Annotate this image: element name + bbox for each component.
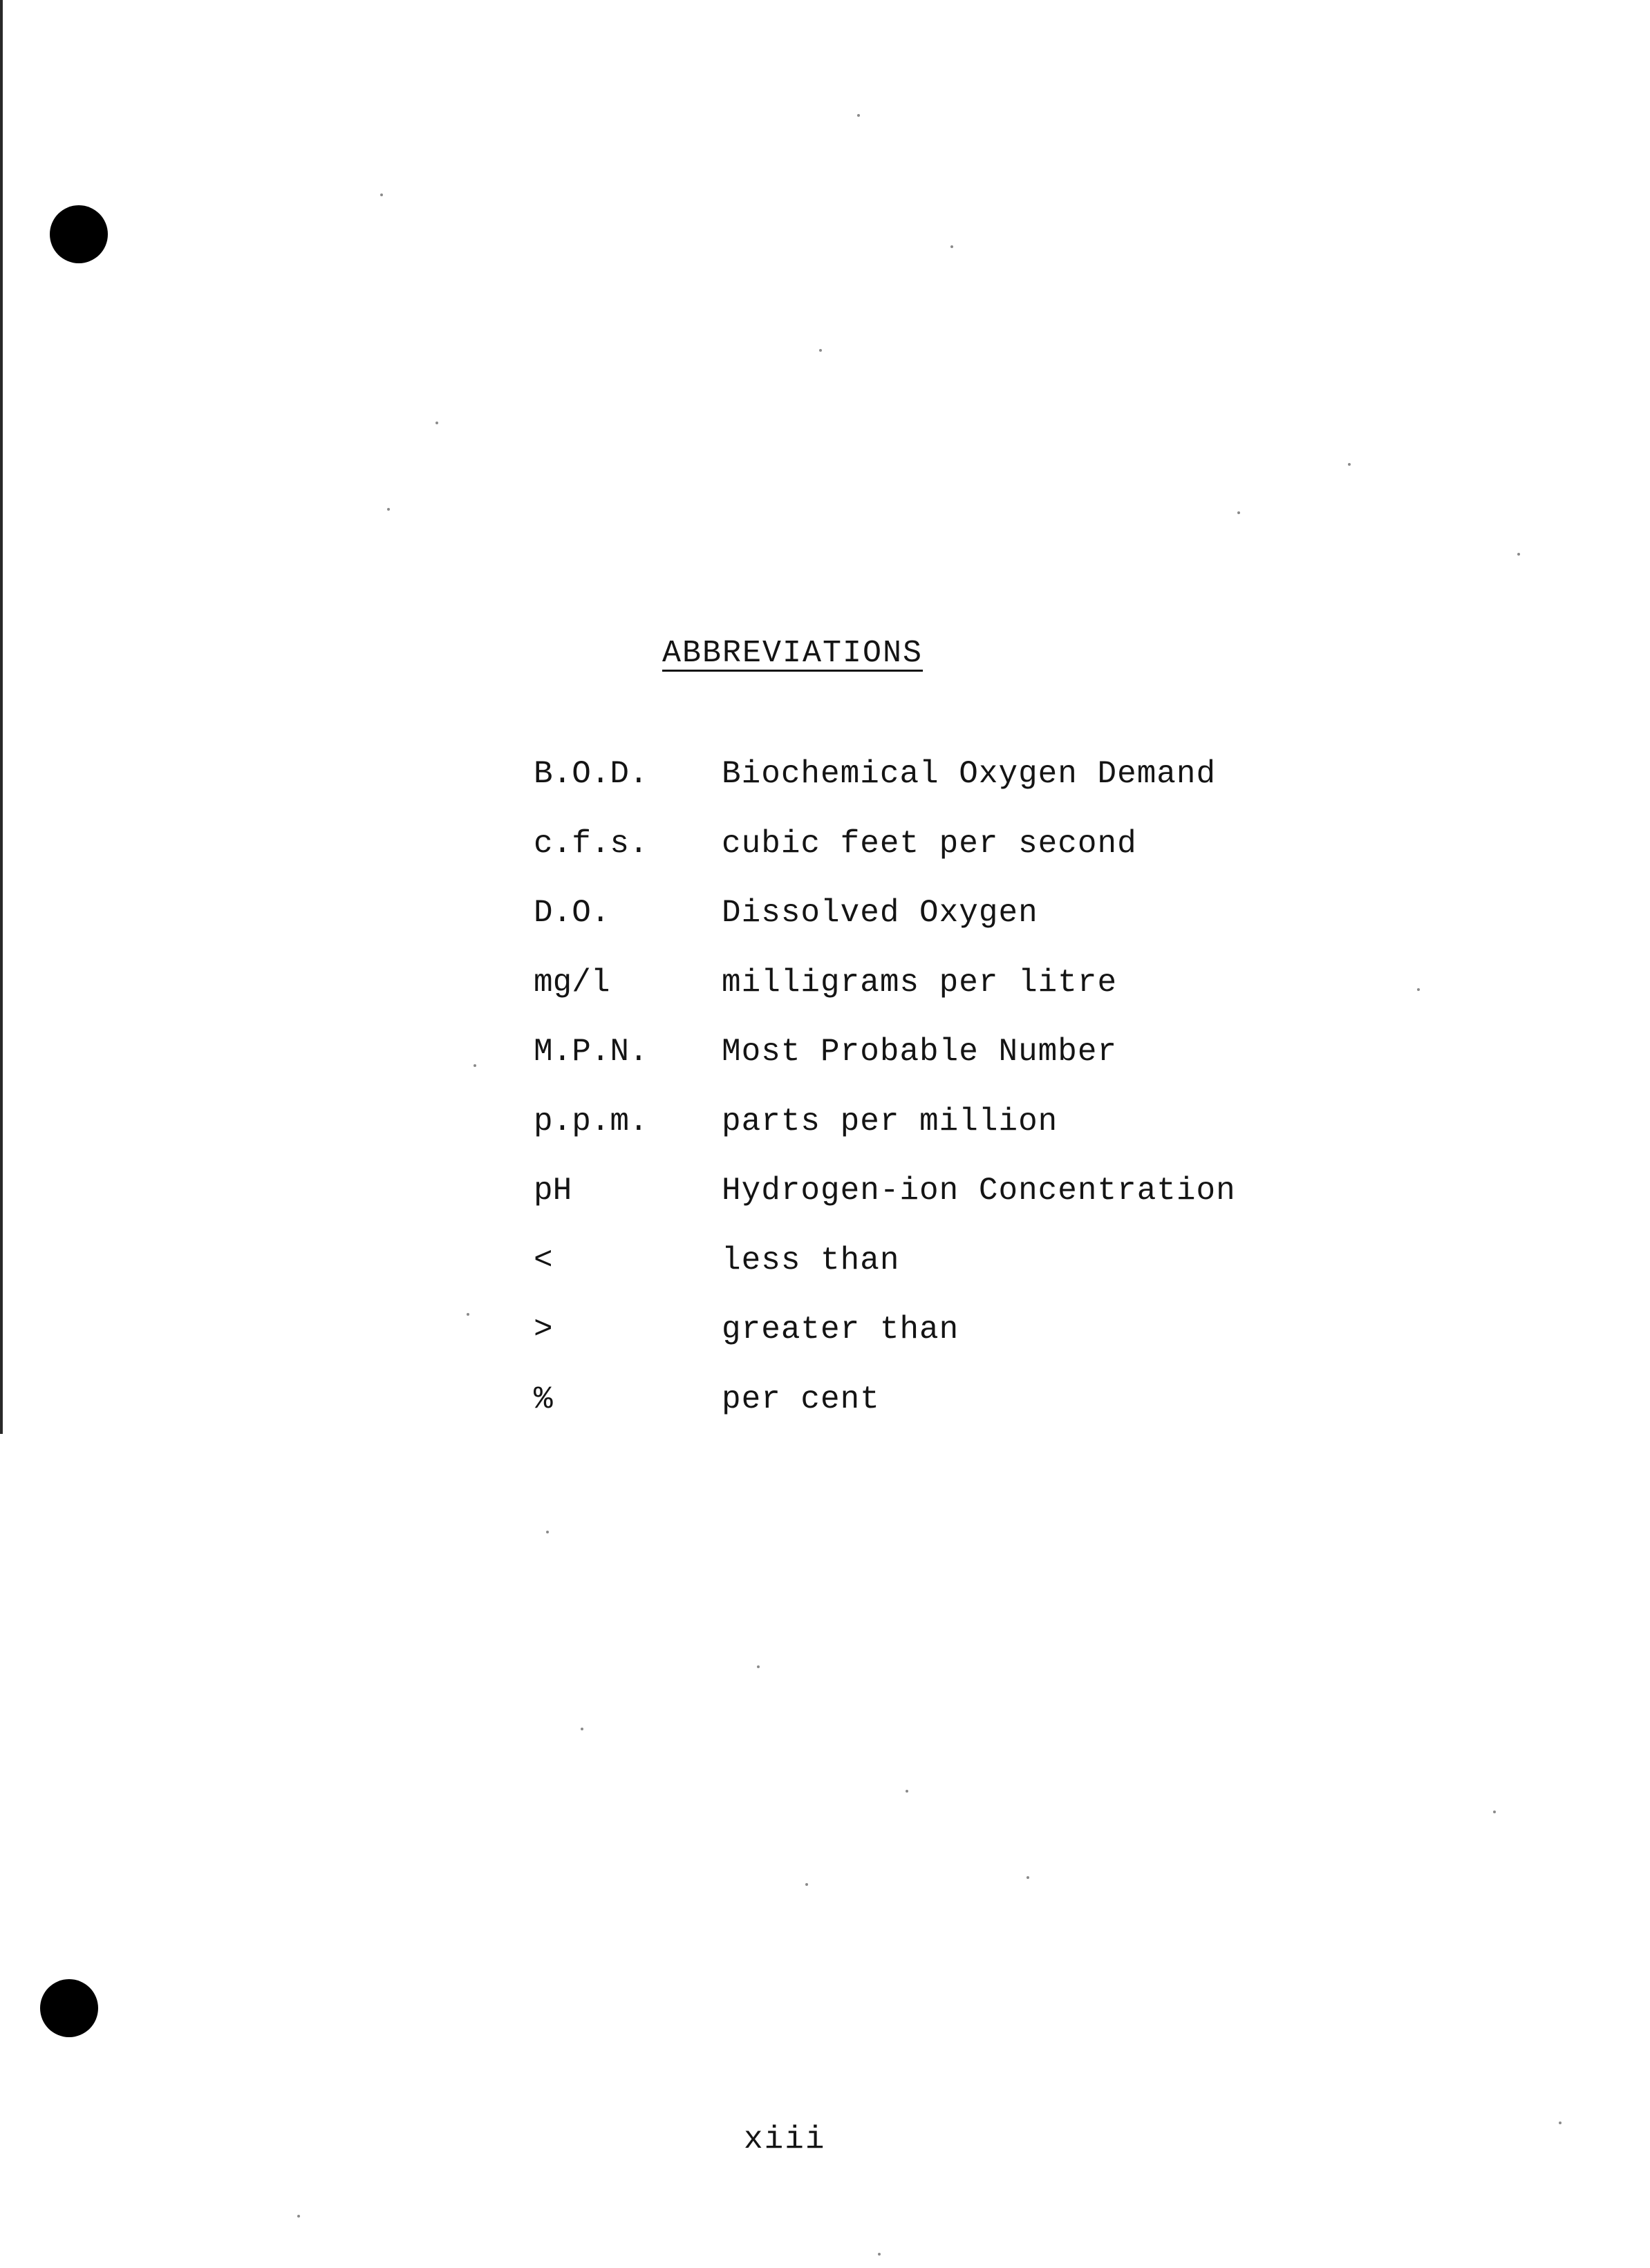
punch-hole-bottom bbox=[40, 1979, 98, 2037]
scan-speck bbox=[819, 349, 822, 352]
punch-hole-top bbox=[50, 205, 108, 263]
scan-speck bbox=[805, 1883, 808, 1886]
list-item bbox=[534, 948, 1501, 1018]
abbreviation-meaning: Most Probable Number bbox=[722, 1034, 1118, 1070]
scan-speck bbox=[387, 508, 390, 511]
scan-speck bbox=[857, 114, 860, 117]
abbreviation-term: B.O.D. bbox=[534, 756, 648, 793]
abbreviation-meaning: Hydrogen-ion Concentration bbox=[722, 1173, 1236, 1209]
abbreviation-term: mg/l bbox=[534, 964, 610, 1001]
list-item bbox=[534, 1365, 1501, 1435]
scan-speck bbox=[474, 1064, 476, 1067]
scan-speck bbox=[1559, 2121, 1562, 2124]
page-edge-shadow bbox=[0, 0, 3, 1434]
abbreviation-term: < bbox=[534, 1242, 553, 1278]
scan-speck bbox=[757, 1665, 760, 1668]
abbreviation-meaning: greater than bbox=[722, 1312, 959, 1348]
scan-speck bbox=[435, 422, 438, 424]
abbreviation-list bbox=[534, 739, 1501, 1434]
abbreviation-term: D.O. bbox=[534, 895, 610, 932]
abbreviation-meaning: Dissolved Oxygen bbox=[722, 895, 1038, 932]
scan-speck bbox=[297, 2215, 300, 2218]
scan-speck bbox=[467, 1313, 469, 1316]
list-item bbox=[534, 1017, 1501, 1087]
abbreviation-meaning: cubic feet per second bbox=[722, 825, 1137, 862]
scan-speck bbox=[1026, 1876, 1029, 1879]
list-item bbox=[534, 1087, 1501, 1157]
list-item bbox=[534, 1156, 1501, 1226]
list-item bbox=[534, 1226, 1501, 1296]
abbreviation-term: > bbox=[534, 1312, 553, 1348]
abbreviation-meaning: less than bbox=[722, 1242, 900, 1278]
scan-speck bbox=[1348, 463, 1351, 466]
abbreviation-meaning: parts per million bbox=[722, 1103, 1058, 1140]
scan-speck bbox=[1237, 511, 1240, 514]
abbreviation-term: c.f.s. bbox=[534, 825, 648, 862]
scan-speck bbox=[1517, 553, 1520, 556]
list-item bbox=[534, 1295, 1501, 1365]
scan-speck bbox=[581, 1728, 583, 1730]
scan-speck bbox=[906, 1790, 908, 1793]
page-title: ABBREVIATIONS bbox=[662, 636, 924, 671]
list-item bbox=[534, 878, 1501, 948]
scan-speck bbox=[1493, 1811, 1496, 1813]
scan-speck bbox=[950, 245, 953, 248]
page-number: xiii bbox=[744, 2121, 826, 2157]
abbreviation-meaning: milligrams per litre bbox=[722, 964, 1118, 1001]
scan-speck bbox=[878, 2253, 881, 2256]
abbreviation-term: M.P.N. bbox=[534, 1034, 648, 1070]
scan-speck bbox=[380, 193, 383, 196]
abbreviation-term: p.p.m. bbox=[534, 1103, 648, 1140]
abbreviation-meaning: per cent bbox=[722, 1381, 880, 1417]
scan-speck bbox=[546, 1531, 549, 1533]
abbreviation-term: pH bbox=[534, 1173, 572, 1209]
list-item bbox=[534, 809, 1501, 879]
list-item bbox=[534, 739, 1501, 809]
abbreviation-meaning: Biochemical Oxygen Demand bbox=[722, 756, 1217, 793]
abbreviation-term: % bbox=[534, 1381, 553, 1417]
